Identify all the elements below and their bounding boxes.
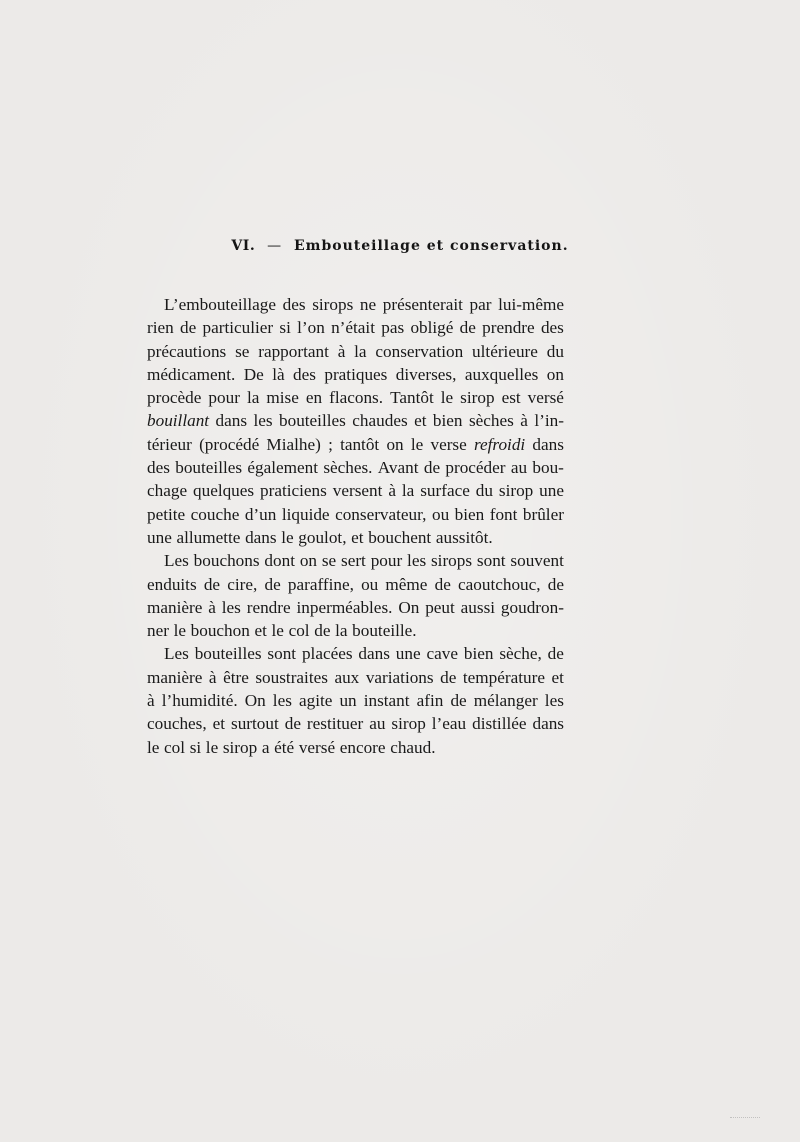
word: De <box>243 364 264 384</box>
word: se <box>235 341 250 361</box>
word: des <box>293 364 316 384</box>
paragraph <box>147 293 564 549</box>
word: liquide <box>281 504 330 524</box>
word: de <box>264 574 281 594</box>
word: là <box>272 364 285 384</box>
text-line <box>147 689 564 712</box>
word: l’humidité. <box>161 691 238 711</box>
text-line <box>147 293 564 316</box>
word: manière <box>147 667 203 687</box>
word: obligé <box>410 318 454 338</box>
word: enduits <box>147 574 197 594</box>
word: Tantôt <box>390 388 434 408</box>
word: goulot, <box>298 527 347 547</box>
word: les <box>407 551 427 571</box>
word: pas <box>381 318 405 338</box>
word: allumette <box>176 527 241 547</box>
word: dans <box>532 714 564 734</box>
word: à <box>520 411 528 431</box>
word: précautions <box>147 341 227 361</box>
word: d’un <box>244 504 277 524</box>
word: des <box>282 295 306 314</box>
word: aux <box>334 667 360 687</box>
word: particulier <box>202 318 274 338</box>
word: Les <box>164 551 189 571</box>
word: bou- <box>532 458 564 478</box>
word: par <box>469 295 492 314</box>
paragraph <box>147 642 564 758</box>
word: dans <box>532 434 564 454</box>
word: être <box>223 667 249 687</box>
word: le <box>173 621 186 641</box>
page-smudge <box>730 1117 760 1124</box>
word: de <box>284 714 301 734</box>
text-line <box>147 363 564 386</box>
word: bien <box>432 411 463 431</box>
word: l’on <box>297 318 325 338</box>
word: Avant <box>377 458 419 478</box>
word: afin <box>416 691 444 711</box>
word: procède <box>147 388 202 408</box>
word: mélanger <box>473 691 538 711</box>
word: le <box>440 388 454 408</box>
word: bouchon <box>190 621 250 641</box>
word: petite <box>147 504 186 524</box>
word: du <box>475 481 493 501</box>
word: chaud. <box>390 737 436 757</box>
text-line <box>147 619 564 642</box>
word: tantôt <box>340 434 380 454</box>
word: a <box>261 737 270 757</box>
word: de <box>314 621 331 641</box>
word: les <box>221 597 241 617</box>
word: on <box>386 434 404 454</box>
word: à <box>208 667 217 687</box>
text-line <box>147 712 564 735</box>
word: de <box>547 574 564 594</box>
word: sirop <box>460 388 495 408</box>
word: la <box>354 341 367 361</box>
word: des <box>540 318 564 338</box>
word: sirops <box>430 551 473 571</box>
word: de <box>203 574 221 594</box>
word: surface <box>420 481 470 501</box>
word: versent <box>332 481 383 501</box>
word: cave <box>426 644 458 664</box>
word: pour <box>370 551 403 571</box>
word: à <box>388 481 396 501</box>
word: la <box>401 481 415 501</box>
word: sirops <box>312 295 354 314</box>
word: et <box>551 667 564 687</box>
word: On <box>244 691 266 711</box>
word: instant <box>363 691 410 711</box>
word: sirop <box>222 737 258 757</box>
word: chage <box>147 481 188 501</box>
word: aussi <box>460 597 496 617</box>
text-line <box>147 642 564 665</box>
word: le <box>281 527 294 547</box>
word: quelques <box>193 481 255 501</box>
word: sert <box>341 551 366 571</box>
word: est <box>501 388 521 408</box>
word: ultérieure <box>472 341 538 361</box>
word: et <box>351 527 364 547</box>
word: de <box>450 691 467 711</box>
text-line <box>147 386 564 409</box>
word: et <box>212 714 226 734</box>
word: prendre <box>482 318 535 338</box>
section-title: Embouteillage et conservation. <box>293 238 569 254</box>
word: sont <box>267 644 297 664</box>
word: si <box>189 737 202 757</box>
word: col <box>288 621 310 641</box>
text-line <box>147 596 564 619</box>
word: également <box>247 458 319 478</box>
word: le <box>205 737 219 757</box>
word: de <box>423 458 441 478</box>
word: bouchent <box>368 527 432 547</box>
word: la <box>335 621 348 641</box>
word: paraffine, <box>287 574 354 594</box>
word: le <box>410 434 424 454</box>
word: bouteille. <box>352 621 417 641</box>
text-line <box>147 549 564 572</box>
word: encore <box>339 737 386 757</box>
word: de <box>440 667 457 687</box>
word: n’était <box>331 318 375 338</box>
word: couche <box>190 504 240 524</box>
word: L’embouteillage <box>164 295 277 314</box>
word: le <box>147 737 160 757</box>
word: se <box>321 551 337 571</box>
word: font <box>489 504 518 524</box>
word: flacons. <box>329 388 384 408</box>
word: les <box>544 691 564 711</box>
word: ou <box>361 574 379 594</box>
word: si <box>279 318 291 338</box>
paragraph <box>147 549 564 642</box>
word: la <box>246 388 260 408</box>
word: ne <box>359 295 377 314</box>
word: souvent <box>510 551 564 571</box>
word: bouteilles <box>194 644 262 664</box>
word: à <box>337 341 346 361</box>
body-text <box>147 293 564 759</box>
word: conservation <box>375 341 464 361</box>
word: variations <box>365 667 434 687</box>
word: aussitôt. <box>435 527 493 547</box>
word: au <box>510 458 528 478</box>
word: bouteilles <box>175 458 243 478</box>
word: bouillant <box>147 411 210 431</box>
text-line <box>147 433 564 456</box>
word: ner <box>147 621 169 641</box>
word: brûler <box>522 504 564 524</box>
word: dans <box>215 411 248 431</box>
word: on <box>546 364 564 384</box>
word: sirop <box>498 481 534 501</box>
text-line <box>147 526 564 549</box>
word: pour <box>208 388 240 408</box>
word: température <box>462 667 545 687</box>
word: à <box>147 691 155 711</box>
word: été <box>274 737 295 757</box>
word: l’in- <box>534 411 564 431</box>
word: à <box>208 597 216 617</box>
text-line <box>147 573 564 596</box>
word: même <box>385 574 428 594</box>
word: mise <box>266 388 299 408</box>
word: rendre <box>246 597 291 617</box>
word: placées <box>301 644 353 664</box>
word: une <box>147 527 172 547</box>
word: des <box>147 458 170 478</box>
word: surtout <box>231 714 279 734</box>
word: une <box>395 644 421 664</box>
section-number: VI. <box>231 238 256 254</box>
word: restituer <box>306 714 364 734</box>
word: bouteilles <box>279 411 346 431</box>
text-line <box>147 479 564 502</box>
word: les <box>253 411 273 431</box>
word: inperméables. <box>296 597 393 617</box>
word: versé <box>298 737 336 757</box>
word: praticiens <box>260 481 327 501</box>
word: du <box>546 341 564 361</box>
text-line <box>147 666 564 689</box>
word: sont <box>476 551 506 571</box>
word: au <box>369 714 386 734</box>
word: cire, <box>227 574 258 594</box>
word: auxquelles <box>464 364 539 384</box>
word: sèches. <box>323 458 373 478</box>
word: on <box>299 551 317 571</box>
text-line <box>147 736 564 759</box>
word: verse <box>430 434 467 454</box>
word: de <box>434 574 451 594</box>
word: peut <box>425 597 455 617</box>
word: rien <box>147 318 174 338</box>
word: soustraites <box>255 667 328 687</box>
word: dans <box>245 527 277 547</box>
word: manière <box>147 597 203 617</box>
word: et <box>414 411 427 431</box>
section-heading <box>0 238 800 254</box>
word: bien <box>454 504 485 524</box>
text-line <box>147 503 564 526</box>
word: distillée <box>472 714 527 734</box>
word: caoutchouc, <box>458 574 541 594</box>
word: goudron- <box>500 597 564 617</box>
word: On <box>398 597 420 617</box>
word: médicament. <box>147 364 236 384</box>
word: rapportant <box>258 341 329 361</box>
word: une <box>539 481 564 501</box>
word: ; <box>328 434 333 454</box>
text-line <box>147 456 564 479</box>
word: versé <box>527 388 564 408</box>
word: lui-même <box>498 295 564 314</box>
word: de <box>459 318 476 338</box>
word: de <box>180 318 197 338</box>
text-line <box>147 340 564 363</box>
word: le <box>271 621 284 641</box>
word: couches, <box>147 714 207 734</box>
word: Les <box>164 644 189 664</box>
word: et <box>254 621 267 641</box>
word: refroidi <box>473 434 526 454</box>
word: col <box>164 737 186 757</box>
word: bien <box>463 644 494 664</box>
word: les <box>272 691 292 711</box>
word: l’eau <box>431 714 467 734</box>
word: de <box>547 644 564 664</box>
word: sèches <box>468 411 514 431</box>
word: dont <box>264 551 295 571</box>
word: agite <box>298 691 333 711</box>
word: pratiques <box>324 364 388 384</box>
word: conservateur, <box>335 504 427 524</box>
word: Mialhe) <box>266 434 321 454</box>
word: térieur <box>147 434 192 454</box>
text-line <box>147 316 564 339</box>
text-line <box>147 409 564 432</box>
word: procéder <box>445 458 506 478</box>
word: présenterait <box>382 295 463 314</box>
word: en <box>305 388 323 408</box>
section-dash: — <box>267 238 283 254</box>
word: sèche, <box>499 644 542 664</box>
word: bouchons <box>193 551 260 571</box>
word: dans <box>358 644 390 664</box>
word: chaudes <box>352 411 408 431</box>
word: un <box>339 691 357 711</box>
word: diverses, <box>395 364 457 384</box>
word: (procédé <box>199 434 260 454</box>
word: sirop <box>391 714 426 734</box>
word: ou <box>431 504 450 524</box>
